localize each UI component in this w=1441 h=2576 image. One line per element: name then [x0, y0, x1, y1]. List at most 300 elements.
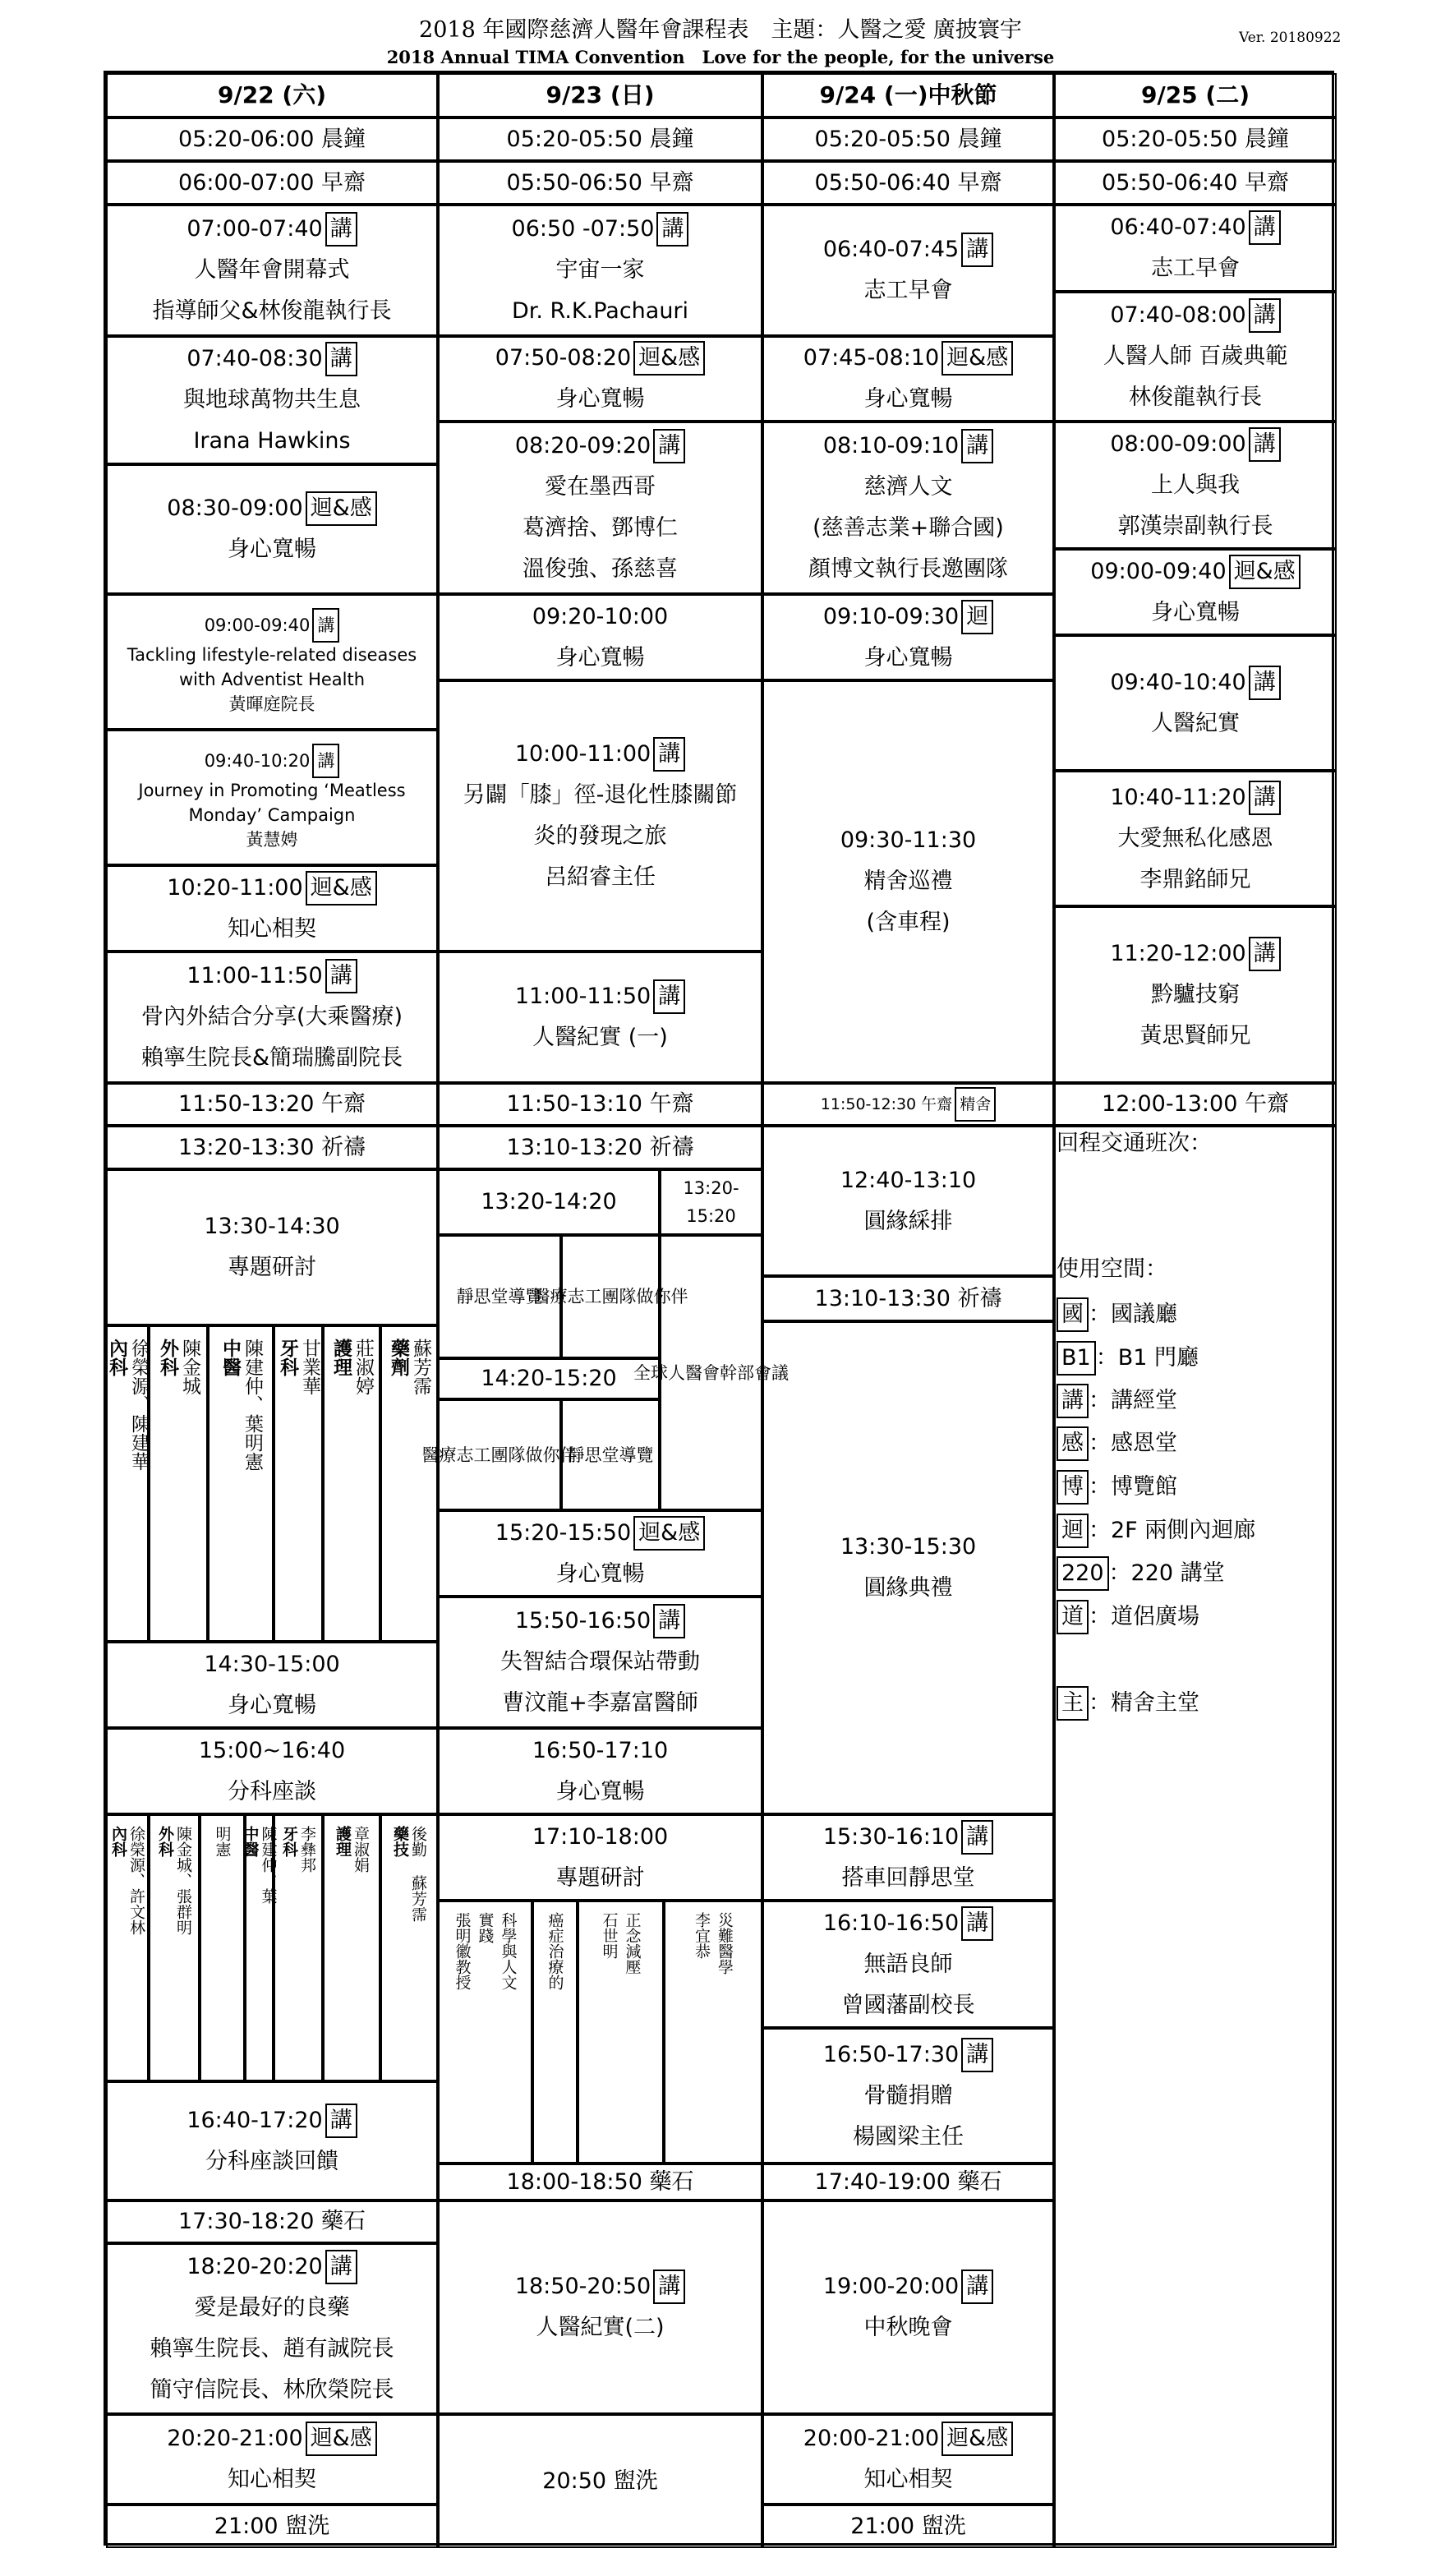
venue-tag: 講	[653, 1604, 685, 1638]
venue-tag: 迴&感	[1229, 555, 1301, 589]
d2-team1	[532, 1235, 688, 1358]
d1-earth	[106, 336, 438, 464]
topic-title: 科學與人文	[499, 1912, 518, 1990]
d1-breakfast	[106, 161, 438, 205]
d3-dinner-text-1: 17:40-19:00 藥石	[814, 2168, 1002, 2195]
venue-tag: 講	[312, 608, 339, 643]
d1-relax2-text-1: 14:30-15:00	[204, 1651, 340, 1677]
d2-p3-line-1	[481, 1358, 616, 1399]
dept-name: 內科	[106, 1339, 127, 1376]
d1-earth-text-3: Irana Hawkins	[193, 428, 351, 454]
d3-bell	[762, 118, 1054, 161]
d4-master-text-3: 郭漢崇副執行長	[1117, 513, 1273, 539]
d1-medicine-text-1: 18:20-20:20	[186, 2254, 323, 2279]
d4-morning-line-2	[1151, 248, 1240, 289]
d4-master-line-1	[1110, 424, 1280, 465]
d3-moon-line-2	[864, 2307, 953, 2348]
d2-docu1-line-1	[515, 976, 685, 1017]
d4-docu-line-1	[1110, 662, 1280, 703]
d2-mexico-text-2: 愛在墨西哥	[545, 474, 656, 500]
d4-centenary-text-3: 林俊龍執行長	[1129, 385, 1262, 410]
d3-heart	[762, 2414, 1054, 2505]
d2-tour1-line-1	[457, 1283, 543, 1311]
d4-gratitude-text-1: 10:40-11:20	[1110, 784, 1246, 810]
d1-forum-text-2: 分科座談	[228, 1778, 316, 1804]
d2-knee-line-1	[515, 734, 685, 775]
day-header-3-text-1: 9/24 (一)中秋節	[819, 81, 997, 108]
d3-humanity-line-2	[864, 467, 953, 508]
venue-tag: 講	[653, 429, 685, 463]
d2-breakfast-line-1	[507, 163, 694, 204]
legend-key: 講	[1057, 1384, 1089, 1418]
d1-dept2-2	[149, 1814, 200, 2081]
d1-adventist-line-4	[229, 692, 315, 717]
d2-team2-text-1: 醫療志工團隊做你伴	[421, 1445, 578, 1465]
d2-relax1-line-2	[556, 379, 645, 420]
d4-relax	[1054, 549, 1337, 635]
day-header-4-line-1	[1141, 75, 1250, 116]
venue-tag: 講	[312, 744, 339, 778]
venue-tag: 講	[961, 1906, 993, 1941]
dept-doctors: 陳建仲、葉明憲	[242, 1339, 263, 1471]
d3-dinner	[762, 2164, 1054, 2200]
venue-tag: 講	[1249, 781, 1281, 815]
d3-breakfast-line-1	[815, 163, 1002, 204]
d3-dinner-line-1	[815, 2162, 1002, 2203]
d1-meatless-text-1: 09:40-10:20	[204, 750, 311, 771]
d3-heart-text-1: 20:00-21:00	[803, 2426, 940, 2451]
d3-ceremony-line-2	[864, 1568, 953, 1609]
title-zh: 2018 年國際慈濟人醫年會課程表 主題：人醫之愛 廣披寰宇	[419, 17, 1022, 43]
d3-abode-text-1: 09:30-11:30	[840, 827, 977, 853]
d4-breakfast	[1054, 161, 1337, 205]
venue-tag: 講	[653, 737, 685, 772]
d4-gratitude-text-2: 大愛無私化感恩	[1117, 825, 1273, 851]
d1-heart2-text-2: 知心相契	[228, 2467, 316, 2492]
dept-name: 外科	[156, 1826, 174, 1857]
d1-review-line-1	[186, 2100, 357, 2141]
d4-morning-text-2: 志工早會	[1151, 256, 1240, 281]
d2-pray-line-1	[507, 1127, 694, 1168]
legend-key: 迴	[1057, 1514, 1089, 1548]
d2-knee-line-4	[545, 857, 656, 898]
d1-bell-line-1	[178, 119, 366, 160]
d2-universe-text-2: 宇宙一家	[555, 257, 645, 283]
d3-humanity-text-4: 顏博文執行長邀團隊	[808, 556, 1008, 582]
d1-symposium-text-1: 13:30-14:30	[204, 1214, 340, 1239]
d1-lunch-line-1	[178, 1084, 366, 1125]
d2-relax2-line-2	[556, 638, 645, 679]
d2-tour2	[561, 1399, 660, 1510]
d1-dept2-7	[380, 1814, 438, 2081]
d2-knee-text-4: 呂紹睿主任	[545, 864, 656, 890]
dept-name: 護理	[334, 1826, 352, 1857]
d1-dept2-4	[241, 1814, 278, 2081]
day-header-2	[438, 73, 762, 118]
d2-p2-text-1: 13:20-	[683, 1178, 739, 1198]
venue-tag: 迴&感	[633, 1516, 705, 1551]
d2-docu2-line-1	[515, 2266, 685, 2307]
d2-dinner-line-1	[507, 2162, 694, 2203]
d1-heart2-line-1	[167, 2418, 376, 2459]
d2-relax3-line-2	[556, 1554, 645, 1595]
d1-review	[106, 2081, 438, 2200]
topic-title: 癌症治療的	[546, 1912, 564, 1990]
d3-pray-line-1	[815, 1279, 1002, 1320]
d1-meatless-line-3	[189, 803, 356, 827]
dept-name: 牙科	[280, 1826, 298, 1857]
d1-meatless	[106, 730, 438, 865]
d3-rehearsal-line-1	[840, 1160, 976, 1201]
d2-relax3-text-2: 身心寬暢	[555, 1560, 645, 1587]
d2-dementia	[438, 1597, 762, 1728]
d3-humanity-line-3	[813, 508, 1004, 549]
d2-docu1-text-1: 11:00-11:50	[514, 984, 651, 1009]
dept-name: 中醫	[241, 1826, 260, 1857]
d2-lunch	[438, 1083, 762, 1126]
venue-tag: 迴&感	[306, 491, 377, 526]
venue-tag: 講	[325, 959, 357, 993]
d1-relax1-line-2	[228, 529, 316, 570]
d2-bell-text-1: 05:20-05:50 晨鐘	[506, 126, 694, 152]
d1-heart2	[106, 2414, 438, 2505]
d4-relax-text-2: 身心寬暢	[1151, 599, 1240, 625]
d1-dept-5	[323, 1325, 380, 1642]
d1-meatless-line-4	[246, 827, 298, 852]
dept-doctors: 陳金城、張群明	[174, 1826, 192, 1935]
d4-centenary-text-2: 人醫人師 百歲典範	[1103, 343, 1288, 369]
d1-medicine-line-2	[195, 2288, 350, 2329]
d4-donkey-line-1	[1110, 933, 1280, 975]
d1-ortho-text-3: 賴寧生院長&簡瑞騰副院長	[140, 1045, 403, 1071]
d2-knee	[438, 680, 762, 952]
d2-end-text-1: 20:50 盥洗	[542, 2468, 658, 2494]
d3-silent-text-3: 曾國藩副校長	[841, 1992, 975, 2018]
d2-relax4-line-2	[556, 1772, 645, 1813]
d4-centenary-line-3	[1129, 377, 1262, 418]
d2-dinner	[438, 2164, 762, 2200]
d2-docu2-line-2	[536, 2307, 664, 2348]
d3-humanity-text-3: (慈善志業+聯合國)	[813, 515, 1004, 541]
d1-opening-line-3	[152, 291, 391, 332]
d1-dept-1	[106, 1325, 149, 1642]
d4-donkey-line-3	[1140, 1016, 1251, 1057]
d1-symposium-line-2	[228, 1247, 316, 1288]
d3-bus-text-2: 搭車回靜思堂	[841, 1864, 975, 1891]
venue-tag: 迴&感	[306, 871, 377, 906]
d3-silent	[762, 1901, 1054, 2028]
d2-p3	[438, 1358, 660, 1399]
venue-tag: 講	[325, 2250, 357, 2284]
dept-name: 中醫	[219, 1339, 241, 1376]
venue-tag: 講	[653, 2270, 685, 2304]
d2-docu2	[438, 2200, 762, 2414]
d1-earth-line-2	[183, 380, 361, 421]
d2-universe-text-1: 06:50 -07:50	[511, 216, 655, 242]
day-header-3-line-1	[819, 75, 997, 116]
d4-gratitude-line-3	[1140, 859, 1251, 901]
d2-team1-text-1: 醫療志工團隊做你伴	[532, 1287, 688, 1306]
legend-item-3	[1057, 1380, 1177, 1422]
d1-heart2-line-2	[228, 2459, 316, 2500]
venue-tag: 迴	[961, 600, 993, 634]
d2-relax4-text-2: 身心寬暢	[555, 1778, 645, 1804]
d1-relax1	[106, 464, 438, 594]
dept-name: 護理	[330, 1339, 352, 1376]
d1-adventist-text-1: 09:00-09:40	[204, 615, 311, 635]
d1-medicine-text-2: 愛是最好的良藥	[194, 2295, 350, 2320]
d1-dept-6	[380, 1325, 438, 1642]
d1-review-text-1: 16:40-17:20	[186, 2107, 323, 2133]
d3-rehearsal-text-1: 12:40-13:10	[840, 1167, 977, 1193]
d1-relax2-line-2	[228, 1685, 316, 1726]
d3-marrow-text-3: 楊國梁主任	[853, 2123, 964, 2150]
legend-item-6	[1057, 1510, 1255, 1551]
legend-key: 道	[1057, 1600, 1089, 1634]
legend-item-1	[1057, 1294, 1177, 1335]
legend-item-2	[1057, 1338, 1199, 1379]
d1-earth-text-1: 07:40-08:30	[186, 346, 323, 371]
d3-silent-line-3	[842, 1985, 975, 2026]
venue-tag: 講	[325, 212, 357, 247]
d2-relax4	[438, 1728, 762, 1814]
d4-gratitude-line-1	[1110, 777, 1280, 818]
d3-breakfast-text-1: 05:50-06:40 早齋	[814, 169, 1002, 196]
d2-lunch-text-1: 11:50-13:10 午齋	[506, 1091, 694, 1117]
d4-donkey-text-2: 黔驢技窮	[1151, 981, 1240, 1007]
venue-tag: 迴&感	[306, 2422, 377, 2456]
d1-relax1-line-1	[167, 488, 376, 529]
d1-medicine-line-3	[150, 2329, 394, 2370]
d2-end-line-1	[542, 2461, 657, 2502]
d2-relax4-text-1: 16:50-17:10	[532, 1737, 669, 1763]
d3-humanity-line-4	[808, 549, 1008, 590]
d2-docu2-text-2: 人醫紀實(二)	[536, 2315, 665, 2340]
d2-symposium-line-2	[556, 1858, 645, 1899]
d1-medicine	[106, 2243, 438, 2414]
d3-humanity-text-1: 08:10-09:10	[822, 433, 960, 459]
d3-abode-text-3: (含車程)	[866, 910, 951, 935]
d2-p1-line-1	[481, 1182, 616, 1223]
legend-key: 感	[1057, 1426, 1089, 1461]
d1-meatless-text-4: 黃慧娉	[246, 829, 298, 850]
d1-opening-line-2	[195, 250, 350, 291]
d1-medicine-line-1	[186, 2247, 357, 2288]
topic-names: 石世明	[600, 1912, 619, 1959]
d3-abode-line-3	[866, 902, 950, 943]
d1-meatless-text-3: Monday’ Campaign	[188, 804, 356, 825]
d2-symposium-line-1	[532, 1817, 668, 1858]
d4-breakfast-line-1	[1102, 163, 1289, 204]
d3-ceremony-text-1: 13:30-15:30	[840, 1534, 977, 1560]
venue-tag: 講	[961, 233, 993, 267]
d3-morning-line-2	[864, 270, 953, 311]
venue-tag: 講	[325, 342, 357, 376]
d2-dementia-text-3: 曹汶龍+李嘉富醫師	[502, 1690, 698, 1716]
d3-marrow-line-1	[823, 2035, 993, 2076]
dept-doctors: 徐榮源、許文林	[127, 1826, 145, 1935]
d1-heart1-text-1: 10:20-11:00	[167, 874, 303, 901]
d3-lunch-line-1	[821, 1087, 996, 1122]
d1-heart1	[106, 865, 438, 952]
d1-medicine-line-4	[150, 2370, 394, 2411]
d3-relax1-text-1: 07:45-08:10	[803, 345, 940, 371]
d1-dept-4	[274, 1325, 323, 1642]
d3-silent-line-1	[823, 1903, 993, 1944]
d2-knee-line-3	[534, 816, 667, 857]
d2-relax2-text-1: 09:20-10:00	[532, 603, 669, 629]
day-header-1	[106, 73, 438, 118]
d1-opening-text-2: 人醫年會開幕式	[194, 257, 350, 283]
d2-p1-text-1: 13:20-14:20	[481, 1189, 617, 1214]
d3-bus	[762, 1814, 1054, 1901]
d1-meatless-line-2	[138, 778, 405, 803]
d1-end-line-1	[214, 2506, 329, 2547]
d3-bell-line-1	[815, 119, 1002, 160]
d2-docu2-text-1: 18:50-20:50	[514, 2274, 651, 2299]
d4-lunch-line-1	[1102, 1084, 1289, 1125]
legend-key: 主	[1057, 1686, 1089, 1721]
venue-tag: 講	[961, 429, 993, 463]
d2-docu1-text-2: 人醫紀實 (一)	[532, 1025, 668, 1050]
d3-relax1	[762, 336, 1054, 422]
d2-knee-text-1: 10:00-11:00	[514, 741, 651, 767]
d2-tour1-text-1: 靜思堂導覽	[456, 1287, 543, 1306]
d3-moon	[762, 2200, 1054, 2414]
d4-docu	[1054, 635, 1337, 771]
d3-humanity-text-2: 慈濟人文	[863, 474, 953, 500]
d1-ortho	[106, 952, 438, 1083]
space-title	[1057, 1249, 1167, 1290]
legend-value: ：220 講堂	[1108, 1560, 1225, 1586]
d4-donkey-line-2	[1151, 975, 1240, 1016]
d3-humanity-line-1	[823, 426, 993, 467]
d3-ceremony-text-2: 圓緣典禮	[863, 1575, 953, 1601]
venue-tag: 迴&感	[941, 2422, 1013, 2456]
d4-docu-text-2: 人醫紀實	[1151, 710, 1240, 736]
d2-symposium	[438, 1814, 762, 1901]
venue-tag: 講	[1249, 427, 1281, 462]
dept-name: 外科	[157, 1339, 178, 1376]
venue-tag: 講	[653, 979, 685, 1014]
d1-heart1-line-2	[228, 909, 316, 950]
day-header-2-text-1: 9/23 (日)	[546, 81, 655, 108]
d2-mexico-text-3: 葛濟捨、鄧博仁	[523, 515, 678, 541]
d2-symposium-text-2: 專題研討	[555, 1864, 645, 1891]
d1-medicine-text-4: 簡守信院長、林欣榮院長	[150, 2377, 394, 2403]
d3-end-line-1	[850, 2506, 965, 2547]
d3-breakfast	[762, 161, 1054, 205]
dept-doctors: 李彝邦	[298, 1826, 316, 1873]
d4-docu-line-2	[1151, 703, 1240, 744]
d1-heart1-text-2: 知心相契	[228, 915, 316, 942]
d2-topic-2	[532, 1901, 578, 2164]
d1-opening-text-1: 07:00-07:40	[186, 216, 323, 242]
d4-master-text-2: 上人與我	[1151, 472, 1240, 498]
d3-moon-text-2: 中秋晚會	[863, 2315, 953, 2340]
d4-relax-text-1: 09:00-09:40	[1090, 558, 1227, 584]
d1-adventist-text-4: 黃暉庭院長	[228, 694, 315, 714]
venue-tag: 講	[1249, 210, 1281, 245]
dept-name: 藥劑	[388, 1339, 409, 1376]
d1-meatless-line-1	[205, 744, 340, 778]
d1-ortho-line-1	[186, 956, 357, 997]
d2-tour2-line-1	[568, 1441, 654, 1469]
d4-morning	[1054, 205, 1337, 292]
d2-relax1-line-1	[495, 338, 705, 379]
d3-marrow-line-2	[864, 2076, 953, 2117]
d1-breakfast-text-1: 06:00-07:00 早齋	[178, 169, 366, 196]
dept-doctors: 後勤 蘇芳霈	[409, 1826, 427, 1922]
d1-medicine-text-3: 賴寧生院長、趙有誠院長	[150, 2336, 394, 2362]
venue-tag: 講	[961, 1820, 993, 1855]
d2-mexico-line-2	[545, 467, 656, 508]
d1-forum-text-1: 15:00~16:40	[198, 1737, 346, 1763]
d3-morning-text-2: 志工早會	[863, 278, 953, 303]
legend-item-8	[1057, 1597, 1199, 1638]
d1-adventist-text-3: with Adventist Health	[178, 669, 366, 689]
d4-master-line-3	[1118, 506, 1273, 547]
legend-value: ：B1 門廳	[1095, 1345, 1199, 1371]
d1-dept-3	[208, 1325, 274, 1642]
legend-item-5	[1057, 1467, 1177, 1508]
d1-ortho-text-1: 11:00-11:50	[186, 963, 323, 988]
d1-ortho-line-3	[141, 1038, 403, 1079]
d2-mexico	[438, 422, 762, 594]
topic-names: 李宜恭	[693, 1912, 711, 1959]
d2-docu1-line-2	[532, 1017, 668, 1058]
d3-heart-line-2	[864, 2459, 953, 2500]
dept-doctors: 章淑娟	[352, 1826, 370, 1873]
legend-value: ：博覽館	[1089, 1474, 1177, 1500]
d1-end-text-1: 21:00 盥洗	[214, 2513, 330, 2539]
d3-end-text-1: 21:00 盥洗	[850, 2513, 966, 2539]
d3-pray	[762, 1276, 1054, 1321]
d3-abode-line-2	[864, 861, 953, 902]
d3-morning	[762, 205, 1054, 336]
d3-moon-text-1: 19:00-20:00	[822, 2274, 960, 2299]
dept-doctors: 甘業華	[299, 1339, 320, 1395]
d2-p2-line-1	[683, 1174, 739, 1202]
d2-global	[633, 1235, 789, 1510]
d2-breakfast	[438, 161, 762, 205]
space-label: 使用空間：	[1057, 1256, 1167, 1282]
d1-dept2-6	[323, 1814, 380, 2081]
d2-dementia-text-2: 失智結合環保站帶動	[500, 1649, 700, 1675]
d4-lunch	[1054, 1083, 1337, 1126]
d2-knee-text-2: 另闢「膝」徑-退化性膝關節	[463, 782, 738, 808]
dept-doctors: 陳建仲、葉	[259, 1826, 278, 1904]
d4-breakfast-text-1: 05:50-06:40 早齋	[1102, 169, 1289, 196]
d2-relax2	[438, 594, 762, 680]
d2-team2-line-1	[422, 1441, 578, 1469]
title-en: 2018 Annual TIMA Convention Love for the people, for the universe	[386, 47, 1055, 67]
d1-dinner-text-1: 17:30-18:20 藥石	[178, 2209, 366, 2234]
d2-relax1-text-2: 身心寬暢	[555, 386, 645, 412]
venue-tag: 講	[656, 212, 688, 247]
d1-relax2-line-1	[204, 1644, 339, 1685]
d3-relax2	[762, 594, 1054, 680]
d1-ortho-text-2: 骨內外結合分享(大乘醫療)	[140, 1004, 403, 1030]
d2-dementia-line-2	[500, 1642, 700, 1683]
d3-relax2-line-2	[864, 638, 953, 679]
topic-sub: 實踐	[476, 1912, 495, 1943]
d3-relax1-line-2	[864, 379, 953, 420]
d2-dementia-line-1	[515, 1601, 685, 1642]
venue-tag: 講	[325, 2104, 357, 2138]
d2-tour2-text-1: 靜思堂導覽	[567, 1445, 654, 1465]
d4-gratitude-text-3: 李鼎銘師兄	[1139, 866, 1251, 892]
